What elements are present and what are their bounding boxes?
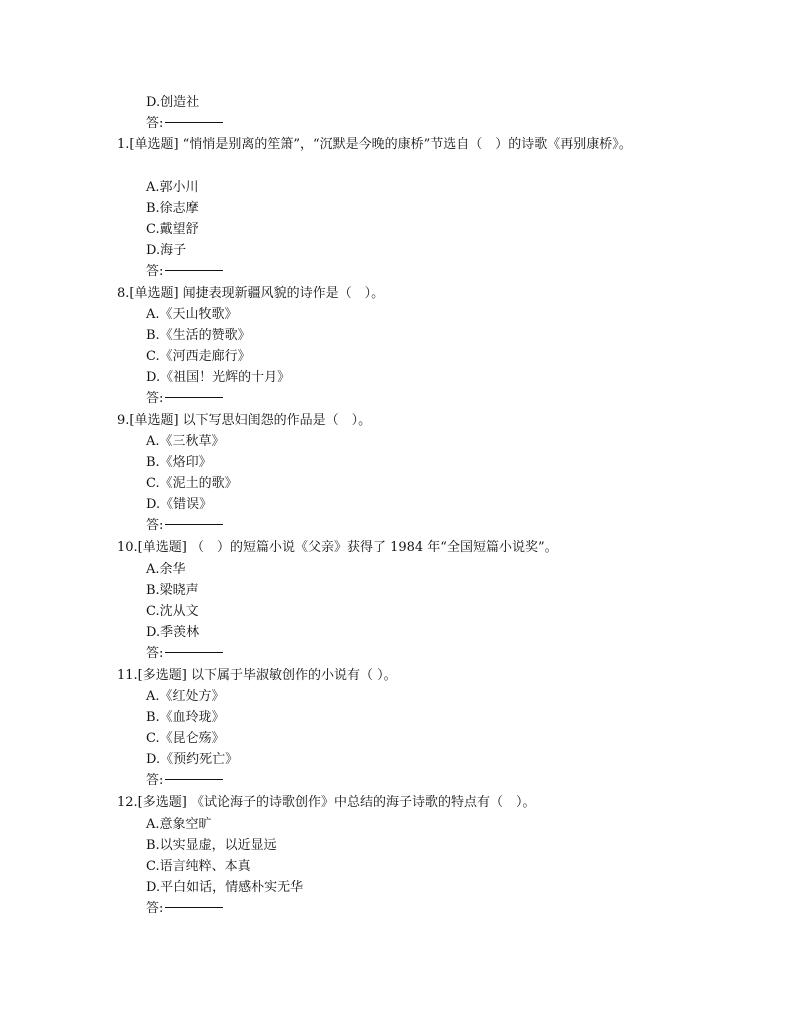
option-11-b: B.《血玲珑》: [146, 710, 225, 725]
option-9-d: D.《错误》: [146, 497, 213, 512]
option-10-a: A.余华: [146, 562, 186, 577]
option-8-b: B.《生活的赞歌》: [146, 328, 251, 343]
option-11-c: C.《昆仑殇》: [146, 731, 225, 746]
answer-label: 答:: [146, 264, 164, 279]
question-stem-11: 11.[多选题] 以下属于毕淑敏创作的小说有（ ）。: [117, 668, 397, 683]
answer-line-8: [146, 388, 223, 409]
answer-line-11: [146, 770, 223, 791]
answer-blank[interactable]: [165, 270, 223, 271]
option-9-a: A.《三秋草》: [146, 434, 225, 449]
question-stem-12: 12.[多选题] 《试论海子的诗歌创作》中总结的海子诗歌的特点有（ ）。: [117, 795, 536, 810]
option-9-b: B.《烙印》: [146, 455, 212, 470]
option-10-b: B.梁晓声: [146, 583, 199, 598]
option-8-a: A.《天山牧歌》: [146, 307, 238, 322]
answer-blank[interactable]: [165, 397, 223, 398]
option-12-c: C.语言纯粹、本真: [146, 859, 251, 874]
option-11-a: A.《红处方》: [146, 689, 225, 704]
answer-line-9: [146, 515, 223, 536]
answer-blank[interactable]: [165, 524, 223, 525]
answer-blank[interactable]: [165, 652, 223, 653]
answer-line-top: [146, 113, 223, 134]
option-1-b: B.徐志摩: [146, 201, 199, 216]
answer-blank[interactable]: [165, 907, 223, 908]
option-top-d: D.创造社: [146, 95, 200, 110]
option-12-d: D.平白如话，情感朴实无华: [146, 880, 304, 895]
option-1-c: C.戴望舒: [146, 222, 199, 237]
option-1-d: D.海子: [146, 243, 187, 258]
question-stem-9: 9.[单选题] 以下写思妇闺怨的作品是（ ）。: [117, 413, 372, 428]
question-stem-1: 1.[单选题] “悄悄是别离的笙箫”，“沉默是今晚的康桥”节选自（ ）的诗歌《再别康桥》。: [117, 137, 632, 152]
option-12-a: A.意象空旷: [146, 817, 212, 832]
option-10-c: C.沈从文: [146, 604, 199, 619]
answer-label: 答:: [146, 518, 164, 533]
question-stem-8: 8.[单选题] 闻捷表现新疆风貌的诗作是（ ）。: [117, 286, 385, 301]
answer-blank[interactable]: [165, 779, 223, 780]
answer-line-10: [146, 643, 223, 664]
answer-label: 答:: [146, 116, 164, 131]
option-8-d: D.《祖国！光辉的十月》: [146, 370, 291, 385]
answer-label: 答:: [146, 391, 164, 406]
answer-label: 答:: [146, 646, 164, 661]
option-8-c: C.《河西走廊行》: [146, 349, 251, 364]
answer-line-12: [146, 898, 223, 919]
option-12-b: B.以实显虚，以近显远: [146, 838, 277, 853]
answer-label: 答:: [146, 901, 164, 916]
option-11-d: D.《预约死亡》: [146, 752, 239, 767]
answer-blank[interactable]: [165, 122, 223, 123]
question-stem-10: 10.[单选题] （ ）的短篇小说《父亲》获得了 1984 年“全国短篇小说奖”。: [117, 540, 558, 555]
option-10-d: D.季羡林: [146, 625, 200, 640]
answer-label: 答:: [146, 773, 164, 788]
answer-line-1: [146, 261, 223, 282]
option-9-c: C.《泥土的歌》: [146, 476, 238, 491]
option-1-a: A.郭小川: [146, 180, 199, 195]
